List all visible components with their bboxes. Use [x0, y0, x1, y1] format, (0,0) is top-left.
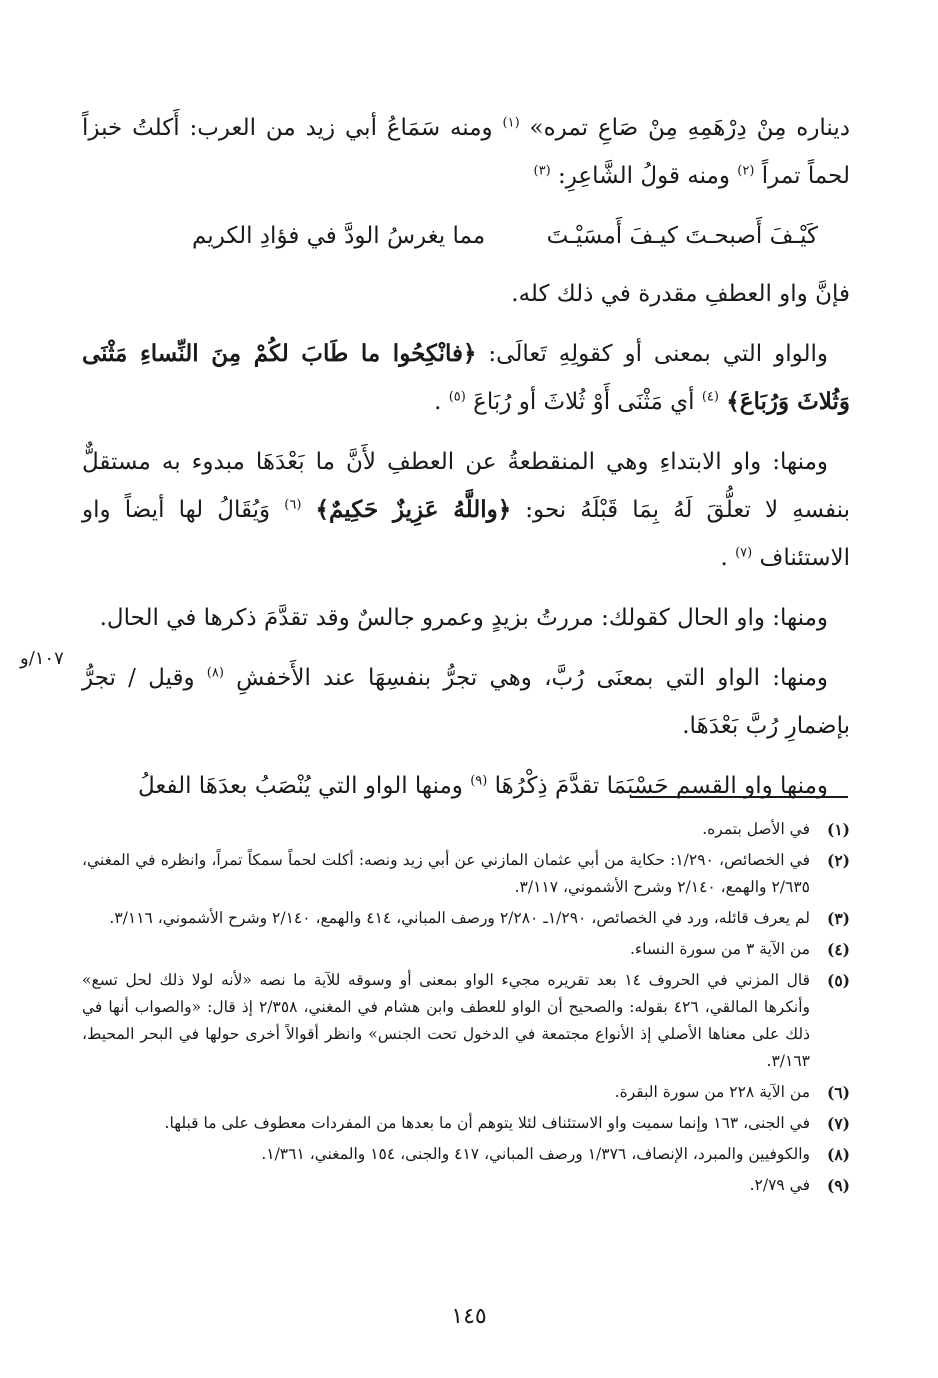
footnote-text: من الآية ٢٢٨ من سورة البقرة.: [614, 1083, 810, 1101]
footnote-number: (١): [826, 820, 850, 839]
footnote-number: (٤): [826, 940, 850, 959]
footnote-ref-6[interactable]: (٦): [284, 497, 302, 513]
footnote-number: (٢): [826, 851, 850, 870]
footnote-ref-2[interactable]: (٢): [737, 163, 755, 179]
main-text: [82, 104, 850, 822]
p6-text: ومنها: الواو التي بمعنَى رُبَّ، وهي تجرُّ بنفسِهَا عند الأَخفشِ: [236, 665, 829, 691]
poetry-verse: [82, 212, 850, 260]
p4-end: .: [720, 545, 728, 571]
footnote-ref-4[interactable]: (٤): [701, 389, 719, 405]
footnote-4: [82, 936, 850, 963]
p1-text-2: ومنه سَمَاعُ أبي زيد من العرب: أَكلتُ خبزاً لحماً تمراً: [82, 115, 850, 189]
p7-text-2: ومنها الواو التي يُنْصَبُ بعدَهَا الفعلُ: [137, 773, 463, 799]
footnote-9: [82, 1172, 850, 1199]
p5-text: ومنها: واو الحال كقولك: مررتُ بزيدٍ وعمرو جالسٌ وقد تقدَّمَ ذكرها في الحال.: [99, 605, 828, 631]
footnote-ref-8[interactable]: (٨): [206, 665, 224, 681]
paragraph-7: [82, 762, 850, 810]
footnote-number: (٩): [826, 1176, 850, 1195]
paragraph-1: [82, 104, 850, 200]
p7-text: ومنها واو القسم حَسْبَمَا تقدَّمَ ذِكْرُهَا: [494, 773, 828, 799]
p3-text: والواو التي بمعنى أو كقولِهِ تَعالَى:: [476, 341, 828, 367]
footnote-text: والكوفيين والمبرد، الإنصاف، ١/٣٧٦ ورصف المباني، ٤١٧ والجنى، ١٥٤ والمغني، ١/٣٦١.: [261, 1145, 810, 1163]
p3-text-2: أي مَثْنَى أَوْ ثُلاثَ أو رُبَاعَ: [473, 389, 695, 415]
quran-quote-baqara: ﴿واللَّهُ عَزِيزٌ حَكِيمٌ﴾: [315, 496, 512, 523]
paragraph-3: [82, 330, 850, 426]
footnote-text: من الآية ٣ من سورة النساء.: [629, 940, 810, 958]
footnote-6: [82, 1079, 850, 1106]
p6-text-2: وقيل / تجرُّ بإضمارِ رُبَّ بَعْدَهَا.: [82, 665, 850, 739]
footnote-5: [82, 967, 850, 1075]
footnote-ref-1[interactable]: (١): [502, 115, 520, 131]
p3-end: .: [434, 389, 442, 415]
paragraph-6: [82, 654, 850, 750]
footnotes: [82, 816, 850, 1203]
page-number: ١٤٥: [451, 1304, 487, 1329]
verse-first-hemistich: كَيْـفَ أَصبحـتَ كيـفَ أَمسَيْـتَ: [546, 223, 818, 249]
p1-text: ديناره مِنْ دِرْهَمِهِ مِنْ صَاعِ تمره»: [529, 115, 851, 141]
p1-text-3: ومنه قولُ الشَّاعِرِ:: [557, 163, 730, 189]
verse-second-hemistich: مما يغرسُ الودَّ في فؤادِ الكريم: [192, 223, 486, 249]
footnote-text: في الجنى، ١٦٣ وإنما سميت واو الاستئناف لئلا يتوهم أن ما بعدها من المفردات معطوف على ما قبلها.: [164, 1114, 810, 1132]
footnote-ref-7[interactable]: (٧): [735, 545, 753, 561]
footnote-3: [82, 905, 850, 932]
footnote-number: (٣): [826, 909, 850, 928]
p4-text-2: وَيُقَالُ لها أيضاً واو الاستئناف: [82, 497, 850, 571]
footnote-text: في الأصل بتمره.: [702, 820, 810, 838]
paragraph-4: [82, 438, 850, 582]
footnote-2: [82, 847, 850, 901]
paragraph-5: [82, 594, 850, 642]
footnote-text: في ٢/٧٩.: [749, 1176, 810, 1194]
footnote-text: في الخصائص، ١/٢٩٠: حكاية من أبي عثمان المازني عن أبي زيد ونصه: أكلت لحماً سمكاً تمراً، وانظره في المغني، ٢/٦٣٥ والهمع، ٢/١٤٠ وشرح الأشموني، ٣/١١٧.: [82, 851, 811, 896]
quran-quote-nisa: ﴿فانْكِحُوا ما طَابَ لكُمْ مِنَ النِّساءِ مَثْنَى وَثُلاثَ وَرُبَاعَ﴾: [82, 340, 850, 415]
footnote-ref-5[interactable]: (٥): [448, 389, 466, 405]
footnote-number: (٧): [826, 1114, 850, 1133]
footnote-1: [82, 816, 850, 843]
footnote-text: لم يعرف قائله، ورد في الخصائص، ١/٢٩٠ـ ٢/٢٨٠ ورصف المباني، ٤١٤ والهمع، ٢/١٤٠ وشرح الأشموني، ٣/١١٦.: [109, 909, 810, 927]
footnote-ref-9[interactable]: (٩): [470, 773, 488, 789]
manuscript-folio-marker: ١٠٧/و: [20, 648, 64, 669]
paragraph-2: [82, 270, 850, 318]
p2-text: فإنَّ واو العطفِ مقدرة في ذلك كله.: [511, 281, 850, 307]
footnote-text: قال المزني في الحروف ١٤ بعد تقريره مجيء الواو بمعنى أو وسوقه للآية ما نصه «لأنه لولا ذلك لحل تسع» وأنكرها المالقي، ٤٢٦ بقوله: والصحيح أن الواو للعطف وابن هشام في المغني، ٢/٣٥٨ إذ قال: «والصواب أنها في ذلك على معناها الأصلي إذ الأنواع مجتمعة في الدخول تحت الجنس» وانظر أقوالاً أخرى حولها في البحر المحيط، ٣/١٦٣.: [82, 971, 811, 1070]
footnote-number: (٥): [826, 971, 850, 990]
p4-text: ومنها: واو الابتداءِ وهي المنقطعةُ عن العطفِ لأَنَّ ما بَعْدَهَا مبدوء به مستقلٌّ بنفسهِ لا تعلُّقَ لَهُ بِمَا قَبْلَهُ نحو:: [82, 449, 850, 523]
footnote-separator: [630, 796, 848, 798]
footnote-number: (٨): [826, 1145, 850, 1164]
footnote-ref-3[interactable]: (٣): [533, 163, 551, 179]
footnote-number: (٦): [826, 1083, 850, 1102]
footnote-7: [82, 1110, 850, 1137]
footnote-8: [82, 1141, 850, 1168]
